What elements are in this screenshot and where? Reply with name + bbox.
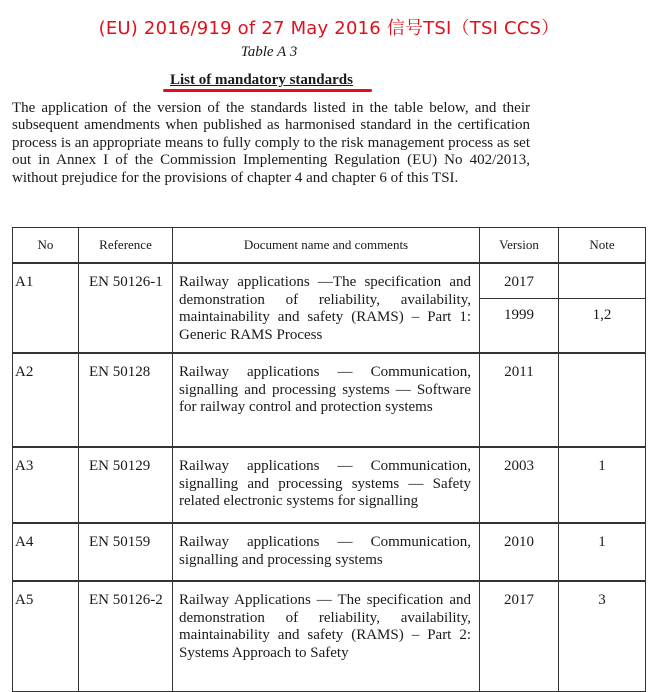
table-row [13,581,646,692]
cell-no: A4 [13,523,79,581]
intro-paragraph: The application of the version of the standards listed in the table below, and their subsequent amendments when published as harmonised standard in the certification process is an appropriate means to fully comply to the risk management process as set out in Annex I of the Commission Implementing Regulation (EU) No 402/2013, without prejudice for the provisions of chapter 4 and chapter 6 of this TSI. [12,100,530,186]
table-label: Table A 3 [240,44,298,60]
cell-version: 2011 [480,353,559,447]
list-title: List of mandatory standards [170,72,353,88]
table-row [13,523,646,581]
cell-note: 1 [559,447,646,523]
cell-reference: EN 50128 [79,353,173,447]
version-previous: 1999 [480,298,558,342]
cell-reference: EN 50126-2 [79,581,173,692]
cell-document: Railway applications — Communication, signalling and processing systems — Software for railway control and protection systems [173,353,480,447]
note-current [559,264,645,298]
standards-table [12,227,646,692]
cell-version: 2010 [480,523,559,581]
cell-no: A5 [13,581,79,692]
cell-note: 1 [559,523,646,581]
cell-document: Railway Applications — The specification and demonstration of reliability, availability, maintainability and safety (RAMS) – Part 2: Systems Approach to Safety [173,581,480,692]
cell-version: 2003 [480,447,559,523]
cell-reference: EN 50126-1 [79,263,173,353]
title-highlight-underline [163,89,372,92]
table-row [13,353,646,447]
cell-no: A2 [13,353,79,447]
header-document: Document name and comments [173,228,480,264]
cell-document: Railway applications —The specification and demonstration of reliability, availability, maintainability and safety (RAMS) – Part 1: Generic RAMS Process [173,263,480,353]
cell-reference: EN 50129 [79,447,173,523]
table-header-row [13,228,646,264]
header-reference: Reference [79,228,173,264]
table-row [13,263,646,353]
page-banner: (EU) 2016/919 of 27 May 2016 信号TSI（TSI CCS） [98,18,560,39]
header-note: Note [559,228,646,264]
cell-document: Railway applications — Communication, signalling and processing systems [173,523,480,581]
cell-reference: EN 50159 [79,523,173,581]
cell-note: 3 [559,581,646,692]
table-row [13,447,646,523]
cell-note [559,263,646,353]
header-version: Version [480,228,559,264]
cell-no: A3 [13,447,79,523]
cell-document: Railway applications — Communication, signalling and processing systems — Safety related electronic systems for signalling [173,447,480,523]
header-no: No [13,228,79,264]
cell-note [559,353,646,447]
cell-no: A1 [13,263,79,353]
version-current: 2017 [504,274,534,290]
note-previous: 1,2 [559,298,645,342]
cell-version: 2017 [480,581,559,692]
cell-version [480,263,559,353]
